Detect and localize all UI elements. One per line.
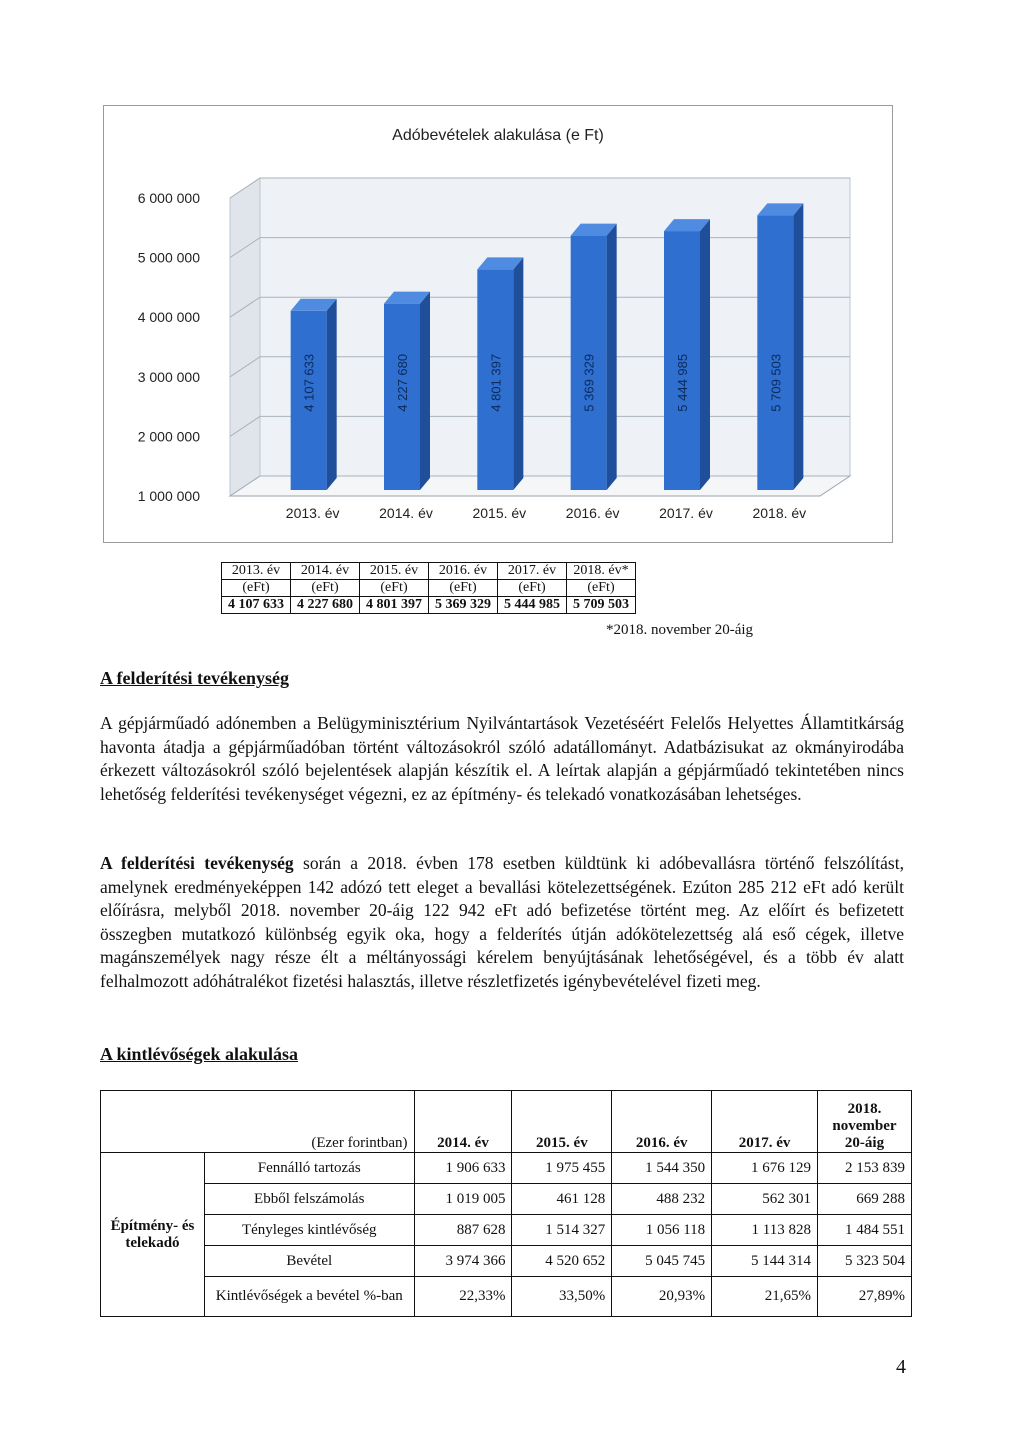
- x-category-label: 2013. év: [285, 505, 340, 521]
- table-row: [101, 1215, 912, 1246]
- table-cell: 20,93%: [612, 1277, 712, 1317]
- table-cell: 5 045 745: [612, 1246, 712, 1277]
- x-category-label: 2018. év: [752, 505, 807, 521]
- summary-year-row: [222, 563, 636, 580]
- column-header: 2017. év: [712, 1091, 818, 1153]
- table-cell: 33,50%: [512, 1277, 612, 1317]
- detection-paragraph-text: során a 2018. évben 178 esetben küldtünk ki adóbevallásra történő felszólítást, amelynek eredményeképpen 142 adózó tett eleget a bevallási kötelezettségének. Ezúton 285 212 eFt adó került előírásra, melyből 2018. november 20-áig 122 942 eFt adó befizetése történt meg. Az előírt és befizetett összegben mutatkozó különbség egyik oka, hogy a felderítés útján adókötelezettség alá eső cégek, illetve magánszemélyek nagy része élt a méltányossági kérelem benyújtásának lehetőségével, és a több év alatt felhalmozott adóhátralékot fizetési halasztás, illetve részletfizetés igénybevételével fizeti meg.: [100, 853, 904, 991]
- receivables-table: [100, 1090, 912, 1317]
- y-tick-label: 6 000 000: [137, 190, 200, 206]
- table-cell: 1 113 828: [712, 1215, 818, 1246]
- section-heading-receivables: A kintlévőségek alakulása: [100, 1044, 299, 1064]
- table-cell: 3 974 366: [414, 1246, 512, 1277]
- row-group-label: Építmény- és telekadó: [101, 1153, 205, 1317]
- bar-side: [793, 203, 803, 490]
- table-cell: 2 153 839: [818, 1153, 912, 1184]
- summary-year-cell: 2018. év*: [567, 563, 636, 580]
- summary-unit-cell: (eFt): [498, 580, 567, 597]
- column-header: 2018. november 20-áig: [818, 1091, 912, 1153]
- table-cell: 1 906 633: [414, 1153, 512, 1184]
- summary-value-cell: 5 709 503: [567, 597, 636, 614]
- table-cell: 1 484 551: [818, 1215, 912, 1246]
- summary-unit-cell: (eFt): [222, 580, 291, 597]
- detection-bold-lead: A felderítési tevékenység: [100, 853, 294, 873]
- tax-revenue-chart: [103, 105, 893, 543]
- summary-footnote: *2018. november 20-áig: [606, 622, 754, 638]
- table-cell: 5 144 314: [712, 1246, 818, 1277]
- row-label: Fennálló tartozás: [204, 1153, 414, 1184]
- table-cell: 27,89%: [818, 1277, 912, 1317]
- bar-value-label: 5 369 329: [581, 353, 597, 412]
- summary-unit-row: [222, 580, 636, 597]
- table-cell: 1 019 005: [414, 1184, 512, 1215]
- y-tick-label: 1 000 000: [137, 488, 200, 504]
- detection-paragraph-2: [100, 852, 904, 993]
- summary-value-cell: 4 801 397: [360, 597, 429, 614]
- y-tick-label: 3 000 000: [137, 368, 200, 385]
- revenue-summary-table: [221, 562, 636, 614]
- bar-side: [700, 219, 710, 490]
- page-number: 4: [896, 1356, 906, 1378]
- table-cell: 1 676 129: [712, 1153, 818, 1184]
- row-label: Bevétel: [204, 1246, 414, 1277]
- x-category-label: 2014. év: [379, 505, 433, 521]
- chart-side-wall: [230, 178, 260, 496]
- summary-value-cell: 4 227 680: [291, 597, 360, 614]
- summary-unit-cell: (eFt): [360, 580, 429, 597]
- summary-year-cell: 2016. év: [429, 563, 498, 580]
- table-cell: 488 232: [612, 1184, 712, 1215]
- bar-side: [420, 292, 430, 490]
- bar-value-label: 5 444 985: [675, 353, 690, 412]
- column-header: 2014. év: [414, 1091, 512, 1153]
- table-cell: 1 056 118: [612, 1215, 712, 1246]
- summary-value-cell: 5 369 329: [429, 597, 498, 614]
- table-cell: 562 301: [712, 1184, 818, 1215]
- summary-value-cell: 5 444 985: [498, 597, 567, 614]
- table-cell: 1 975 455: [512, 1153, 612, 1184]
- x-category-label: 2017. év: [659, 505, 713, 521]
- table-cell: 1 544 350: [612, 1153, 712, 1184]
- summary-year-cell: 2014. év: [291, 563, 360, 580]
- summary-unit-cell: (eFt): [429, 580, 498, 597]
- bar-value-label: 4 107 633: [301, 353, 317, 412]
- x-category-label: 2016. év: [565, 505, 620, 521]
- row-label: Ebből felszámolás: [204, 1184, 414, 1215]
- detection-paragraph-1: A gépjárműadó adónemben a Belügyminisztérium Nyilvántartások Vezetéséért Felelős Helyettes Államtitkárság havonta átadja a gépjárműadóban történt változásokról szóló adatállományt. Adatbázisukat az okmányirodába érkezett változásokról szóló bejelentések alapján készítik el. A leírtak alapján a gépjárműadó tekintetében nincs lehetőség felderítési tevékenységet végezni, ez az építmény- és telekadó vonatkozásában lehetséges.: [100, 713, 904, 804]
- summary-year-cell: 2013. év: [222, 563, 291, 580]
- column-header: 2016. év: [612, 1091, 712, 1153]
- bar-value-label: 5 709 503: [768, 353, 784, 412]
- y-tick-label: 4 000 000: [137, 309, 200, 326]
- summary-year-cell: 2015. év: [360, 563, 429, 580]
- summary-unit-cell: (eFt): [567, 580, 636, 597]
- table-row: [101, 1246, 912, 1277]
- table-row: [101, 1153, 912, 1184]
- table-cell: 887 628: [414, 1215, 512, 1246]
- table-cell: 461 128: [512, 1184, 612, 1215]
- summary-value-row: [222, 597, 636, 614]
- bar-value-label: 4 801 397: [488, 353, 504, 412]
- table-cell: 21,65%: [712, 1277, 818, 1317]
- bar-side: [607, 224, 617, 490]
- bar-side: [327, 299, 337, 490]
- bar-side: [513, 257, 523, 490]
- y-tick-label: 2 000 000: [137, 428, 200, 445]
- table-cell: 669 288: [818, 1184, 912, 1215]
- table-row: [101, 1184, 912, 1215]
- table-row: [101, 1277, 912, 1317]
- chart-canvas: [104, 106, 892, 542]
- summary-year-cell: 2017. év: [498, 563, 567, 580]
- table-cell: 5 323 504: [818, 1246, 912, 1277]
- x-category-label: 2015. év: [472, 505, 527, 521]
- receivables-header-row: [101, 1091, 912, 1153]
- y-tick-label: 5 000 000: [137, 249, 200, 266]
- section-heading-detection: A felderítési tevékenység: [100, 668, 289, 688]
- row-label: Kintlévőségek a bevétel %-ban: [204, 1277, 414, 1317]
- table-cell: 4 520 652: [512, 1246, 612, 1277]
- row-label: Tényleges kintlévőség: [204, 1215, 414, 1246]
- unit-label: (Ezer forintban): [101, 1091, 415, 1153]
- bar-front: [757, 215, 793, 490]
- summary-unit-cell: (eFt): [291, 580, 360, 597]
- summary-value-cell: 4 107 633: [222, 597, 291, 614]
- column-header: 2015. év: [512, 1091, 612, 1153]
- table-cell: 22,33%: [414, 1277, 512, 1317]
- chart-title: Adóbevételek alakulása (e Ft): [392, 127, 604, 144]
- table-cell: 1 514 327: [512, 1215, 612, 1246]
- bar-value-label: 4 227 680: [395, 353, 410, 412]
